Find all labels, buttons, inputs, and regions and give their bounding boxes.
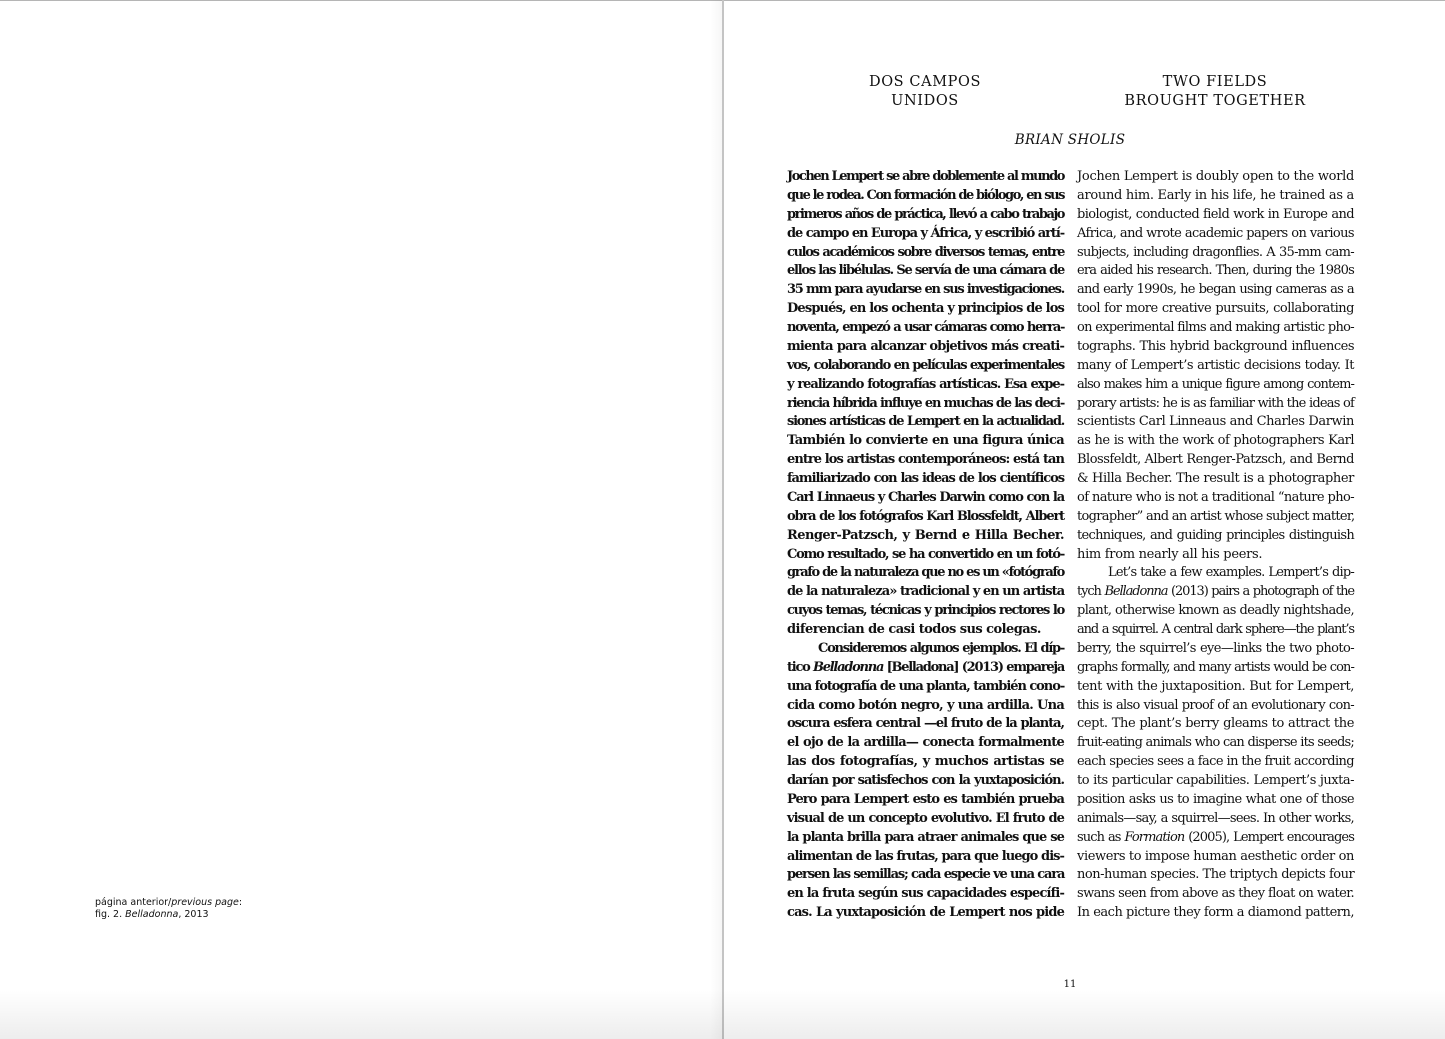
line-with-italic-title: tico Belladonna [Belladona] (2013) empareja xyxy=(787,659,1064,675)
gutter-shadow xyxy=(710,0,722,1039)
english-text-column: Jochen Lempert is doubly open to the world around him. Early in his life, he trained as a biologist, conducted field work in Europe and Africa, and wrote academic papers on various subjects, including dragonflies. A 35-mm cam- era aided his research. Then, during the 1980s and early 1990s, he began using cameras as a tool for more creative pursuits, collaborating on experimental films and making artistic pho- tographs. This hybrid background influences many of Lempert’s artistic decisions today. It also makes him a unique figure among contem- porary artists: he is as familiar with the ideas of scientists Carl Linneaus and Charles Darwin as he is with the work of photographers Karl Blossfeldt, Albert Renger-Patzsch, and Bernd & Hilla Becher. The result is a photographer of nature who is not a traditional “nature pho- tographer” and an artist whose subject matter, techniques, and guiding principles distinguish him from nearly all his peers. Let’s take a few examples. Lempert’s dip- tych Belladonna (2013) pairs a photograph of the plant, otherwise known as deadly nightshade, and a squirrel. A central dark sphere—the plant’s berry, the squirrel’s eye—links the two photo- graphs formally, and many artists would be con- tent with the juxtaposition. But for Lempert, this is also visual proof of an evolutionary con- cept. The plant’s berry gleams to attract the fruit-eating animals who can disperse its seeds; each species sees a face in the fruit according to its particular capabilities. Lempert’s juxta- position asks us to imagine what one of those animals—say, a squirrel—sees. In other works, such as Formation (2005), Lempert encourages viewers to impose human aesthetic order on non-human species. The triptych depicts four swans seen from above as they float on water. In each picture they form a diamond pattern, xyxy=(1077,169,1355,921)
page-gutter xyxy=(722,0,724,1039)
figure-caption xyxy=(95,897,242,921)
bottom-edge-shadow xyxy=(0,990,1445,1039)
spanish-text-column: Jochen Lempert se abre doblemente al mundo que le rodea. Con formación de biólogo, en sus primeros años de práctica, llevó a cabo trabajo de campo en Europa y África, y escribió artí- culos académicos sobre diversos temas, entre ellos las libélulas. Se servía de una cámara de 35 mm para ayudarse en sus investigaciones. Después, en los ochenta y principios de los noventa, empezó a usar cámaras como herra- mienta para alcanzar objetivos más creati- vos, colaborando en películas experimentales y realizando fotografías artísticas. Esa expe- riencia híbrida influye en muchas de las deci- siones artísticas de Lempert en la actualidad. También lo convierte en una figura única entre los artistas contemporáneos: está tan familiarizado con las ideas de los científicos Carl Linnaeus y Charles Darwin como con la obra de los fotógrafos Karl Blossfeldt, Albert Renger-Patzsch, y Bernd e Hilla Becher. Como resultado, se ha convertido en un fotó- grafo de la naturaleza que no es un «fotógrafo de la naturaleza» tradicional y en un artista cuyos temas, técnicas y principios rectores lo diferencian de casi todos sus colegas. Consideremos algunos ejemplos. El díp- tico Belladonna [Belladona] (2013) empareja una fotografía de una planta, también cono- cida como botón negro, y una ardilla. Una oscura esfera central —el fruto de la planta, el ojo de la ardilla— conecta formalmente las dos fotografías, y muchos artistas se darían por satisfechos con la yuxtaposición. Pero para Lempert esto es también prueba visual de un concepto evolutivo. El fruto de la planta brilla para atraer animales que se alimentan de las frutas, para que luego dis- persen las semillas; cada especie ve una cara en la fruta según sus capacidades específi- cas. La yuxtaposición de Lempert nos pide xyxy=(787,169,1065,921)
caption-line-1: página anterior/previous page: xyxy=(95,897,243,908)
page-number: 11 xyxy=(1063,979,1077,990)
line-with-italic-title: tych Belladonna (2013) pairs a photograph of the xyxy=(1077,584,1354,600)
title-english: TWO FIELDS BROUGHT TOGETHER xyxy=(1124,74,1306,109)
author-name: BRIAN SHOLIS xyxy=(1014,132,1126,148)
line-with-italic-title: such as Formation (2005), Lempert encourages xyxy=(1077,829,1354,845)
caption-line-2: fig. 2. Belladonna, 2013 xyxy=(95,909,209,920)
title-spanish: DOS CAMPOS UNIDOS xyxy=(868,74,982,109)
